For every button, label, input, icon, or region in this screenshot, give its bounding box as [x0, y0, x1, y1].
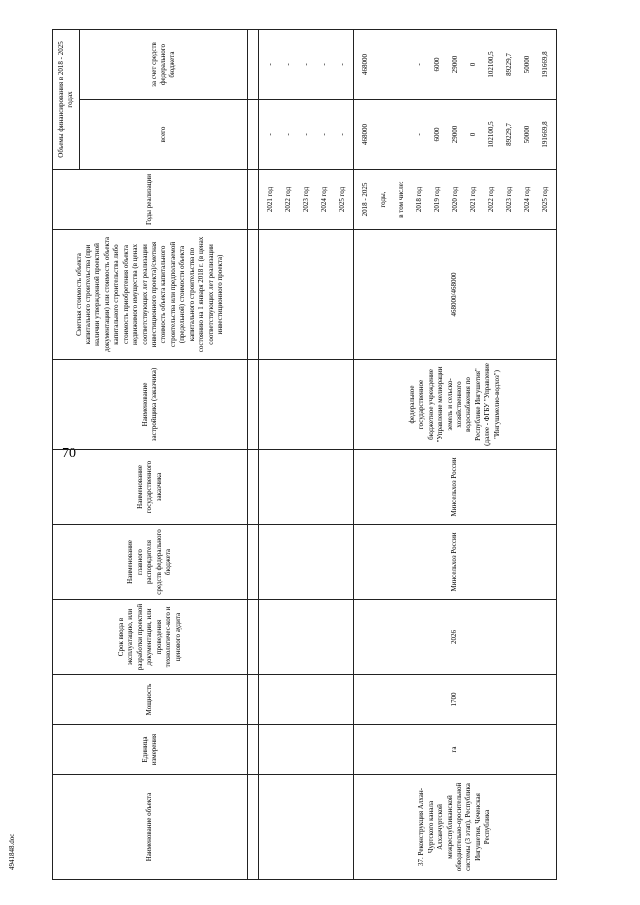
- row-capacity: 1700: [354, 675, 557, 725]
- header-manager: Наименование главного распорядителя средств федерального бюджета: [53, 525, 248, 600]
- value: -: [415, 63, 423, 66]
- row-number: 37.: [417, 857, 426, 866]
- year-label: 2022 год: [487, 186, 495, 213]
- header-unit: Единица измерения: [53, 725, 248, 775]
- value: -: [266, 63, 274, 66]
- year-label: 2021 год: [266, 186, 274, 213]
- header-customer: Наименование государственного заказчика: [53, 450, 248, 525]
- value: -: [302, 63, 310, 66]
- value: -: [320, 133, 328, 136]
- object-name: Реконструкция Алхан-Чуртского канала Алханчуртской межреспубликанской обводнительно-оросительной системы (3 этап), Республика Ингушетия, Чеченская Республика: [417, 782, 492, 872]
- value: 29000: [451, 125, 459, 144]
- row-deadline: 2026: [354, 600, 557, 675]
- year-label: годы,: [379, 191, 387, 208]
- year-label: 2023 год: [302, 186, 310, 213]
- value: 6000: [433, 127, 441, 142]
- value: [374, 103, 392, 166]
- year-label: 2018 год: [415, 186, 423, 213]
- row-developer: федеральное государственное бюджетное учреждение "Управление мелиорации земель и сельско-хозяйственного водоснабжения по Республике Ингушетия" (далее - ФГБУ "Управление "Ингушмелио-водхоз"): [354, 360, 557, 450]
- value: -: [284, 63, 292, 66]
- separator-row: [248, 30, 259, 880]
- prev-totals-cell: [259, 100, 354, 170]
- header-deadline: Срок ввода в эксплуатацию, или разработки проектной документации, или проведения технологичес-кого и ценового аудита: [53, 600, 248, 675]
- value: [374, 33, 392, 96]
- prev-federal-cell: [259, 30, 354, 100]
- row-manager: Минсельхоз России: [354, 525, 557, 600]
- year-label: 2022 год: [284, 186, 292, 213]
- value: [392, 33, 410, 96]
- year-label: 2025 год: [541, 186, 549, 213]
- page-number: 70: [62, 446, 76, 461]
- value: -: [415, 133, 423, 136]
- table-row: [259, 30, 354, 880]
- header-developer: Наименование застройщика (заказчика): [53, 360, 248, 450]
- header-cost: Сметная стоимость объекта капитального строительства (при наличии утвержденной проектной документации) или стоимость объекта капитального строительства либо стоимость приобретения объекта недвижимого имущества (в ценах соответствующих лет реализации инвестиционного проекта)/сметная стоимость объекта капитального строительства или предполагаемой (предельной) стоимости объекта капитального строительства по состоянию на 1 января 2018 г. (в ценах соответствующих лет реализации инвестиционного проекта): [53, 230, 248, 360]
- value: 29000: [451, 55, 459, 74]
- value: 102100,5: [487, 121, 495, 148]
- value: 50000: [523, 125, 531, 144]
- investment-table: [52, 29, 557, 880]
- header-total: всего: [80, 100, 248, 170]
- row-totals-cell: [354, 100, 557, 170]
- value: 0: [469, 132, 477, 137]
- year-label: 2020 год: [451, 186, 459, 213]
- year-label: 2018 - 2025: [361, 182, 369, 217]
- year-label: 2024 год: [523, 186, 531, 213]
- value: -: [320, 63, 328, 66]
- year-label: 2019 год: [433, 186, 441, 213]
- value: 102100,5: [487, 51, 495, 78]
- row-name-cell: [354, 775, 557, 880]
- value: -: [284, 133, 292, 136]
- value: 6000: [433, 57, 441, 72]
- header-funding: Объемы финансирования в 2018 - 2025 годах: [53, 30, 80, 170]
- value: 468000: [361, 54, 369, 75]
- document-filename: 4941848.doc: [8, 833, 16, 870]
- year-label: в том числе:: [397, 181, 405, 218]
- value: -: [338, 63, 346, 66]
- value: -: [266, 133, 274, 136]
- value: [392, 103, 410, 166]
- value: 89229,7: [505, 123, 513, 146]
- row-federal-cell: [354, 30, 557, 100]
- value: 191669,8: [541, 121, 549, 148]
- row-customer: Минсельхоз России: [354, 450, 557, 525]
- header-years: Годы реализации: [53, 170, 248, 230]
- value: -: [338, 133, 346, 136]
- row-unit: га: [354, 725, 557, 775]
- row-cost: 468000/468000: [354, 230, 557, 360]
- table-row: [354, 30, 557, 880]
- prev-years-cell: [259, 170, 354, 230]
- header-federal: за счет средств федерального бюджета: [80, 30, 248, 100]
- value: 468000: [361, 124, 369, 145]
- value: 191669,8: [541, 51, 549, 78]
- value: 0: [469, 62, 477, 67]
- value: 50000: [523, 55, 531, 74]
- value: 89229,7: [505, 53, 513, 76]
- year-label: 2021 год: [469, 186, 477, 213]
- year-label: 2025 год: [338, 186, 346, 213]
- year-label: 2023 год: [505, 186, 513, 213]
- header-capacity: Мощность: [53, 675, 248, 725]
- row-years-cell: [354, 170, 557, 230]
- value: -: [302, 133, 310, 136]
- header-name: Наименование объекта: [53, 775, 248, 880]
- year-label: 2024 год: [320, 186, 328, 213]
- rotated-table-container: [52, 30, 612, 880]
